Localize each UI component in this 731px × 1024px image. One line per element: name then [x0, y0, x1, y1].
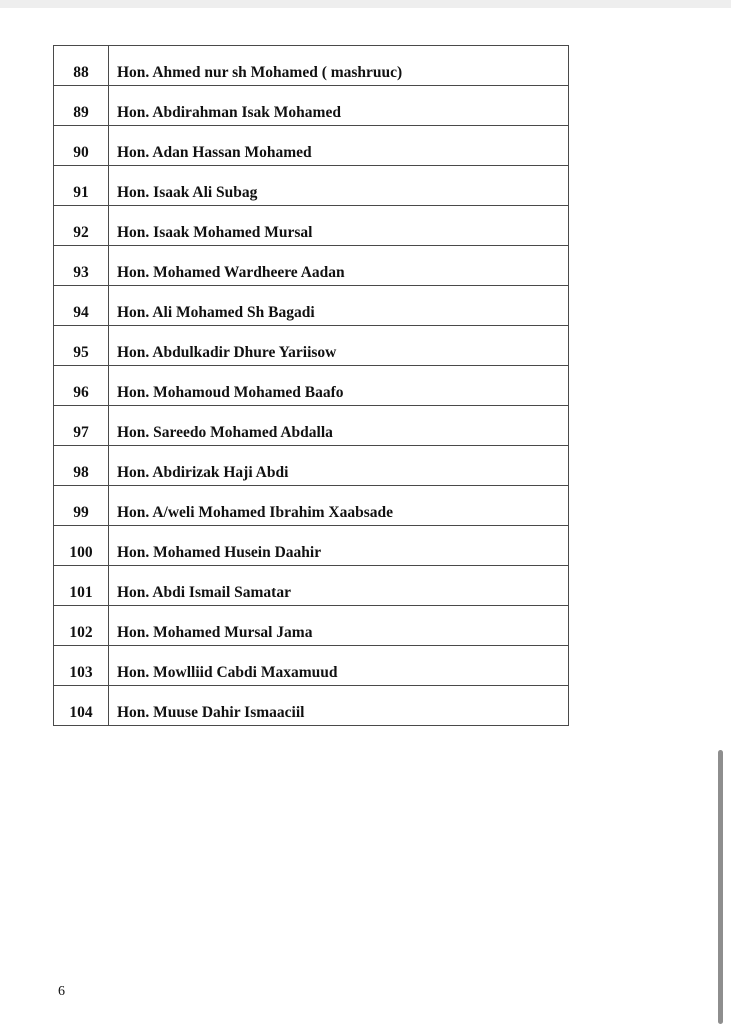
member-name: Hon. Mowlliid Cabdi Maxamuud [109, 646, 569, 686]
row-number: 95 [54, 326, 109, 366]
table-row [54, 286, 569, 326]
member-name: Hon. Muuse Dahir Ismaaciil [109, 686, 569, 726]
table-row [54, 166, 569, 206]
page-number: 6 [58, 984, 65, 999]
table-row [54, 526, 569, 566]
row-number: 91 [54, 166, 109, 206]
member-name: Hon. Mohamed Wardheere Aadan [109, 246, 569, 286]
member-name: Hon. Mohamed Husein Daahir [109, 526, 569, 566]
table-row [54, 126, 569, 166]
table-row [54, 366, 569, 406]
table-row [54, 646, 569, 686]
table-row [54, 686, 569, 726]
scrollbar-thumb[interactable] [718, 750, 723, 1024]
row-number: 93 [54, 246, 109, 286]
table-row [54, 46, 569, 86]
member-name: Hon. Sareedo Mohamed Abdalla [109, 406, 569, 446]
member-name: Hon. Abdirizak Haji Abdi [109, 446, 569, 486]
row-number: 98 [54, 446, 109, 486]
top-bar [0, 0, 731, 8]
table-row [54, 486, 569, 526]
row-number: 89 [54, 86, 109, 126]
table-row [54, 86, 569, 126]
table-row [54, 406, 569, 446]
row-number: 97 [54, 406, 109, 446]
member-name: Hon. A/weli Mohamed Ibrahim Xaabsade [109, 486, 569, 526]
member-name: Hon. Abdulkadir Dhure Yariisow [109, 326, 569, 366]
members-table [53, 45, 569, 726]
table-row [54, 206, 569, 246]
member-name: Hon. Ali Mohamed Sh Bagadi [109, 286, 569, 326]
row-number: 94 [54, 286, 109, 326]
row-number: 88 [54, 46, 109, 86]
scrollbar[interactable] [718, 750, 724, 1024]
row-number: 102 [54, 606, 109, 646]
member-name: Hon. Adan Hassan Mohamed [109, 126, 569, 166]
members-table-body [54, 46, 569, 726]
row-number: 103 [54, 646, 109, 686]
row-number: 90 [54, 126, 109, 166]
table-row [54, 326, 569, 366]
member-name: Hon. Ahmed nur sh Mohamed ( mashruuc) [109, 46, 569, 86]
member-name: Hon. Abdi Ismail Samatar [109, 566, 569, 606]
member-name: Hon. Abdirahman Isak Mohamed [109, 86, 569, 126]
row-number: 96 [54, 366, 109, 406]
member-name: Hon. Isaak Mohamed Mursal [109, 206, 569, 246]
row-number: 104 [54, 686, 109, 726]
table-row [54, 606, 569, 646]
member-name: Hon. Mohamed Mursal Jama [109, 606, 569, 646]
member-name: Hon. Isaak Ali Subag [109, 166, 569, 206]
row-number: 92 [54, 206, 109, 246]
member-name: Hon. Mohamoud Mohamed Baafo [109, 366, 569, 406]
row-number: 100 [54, 526, 109, 566]
row-number: 99 [54, 486, 109, 526]
table-row [54, 246, 569, 286]
row-number: 101 [54, 566, 109, 606]
table-row [54, 566, 569, 606]
table-row [54, 446, 569, 486]
